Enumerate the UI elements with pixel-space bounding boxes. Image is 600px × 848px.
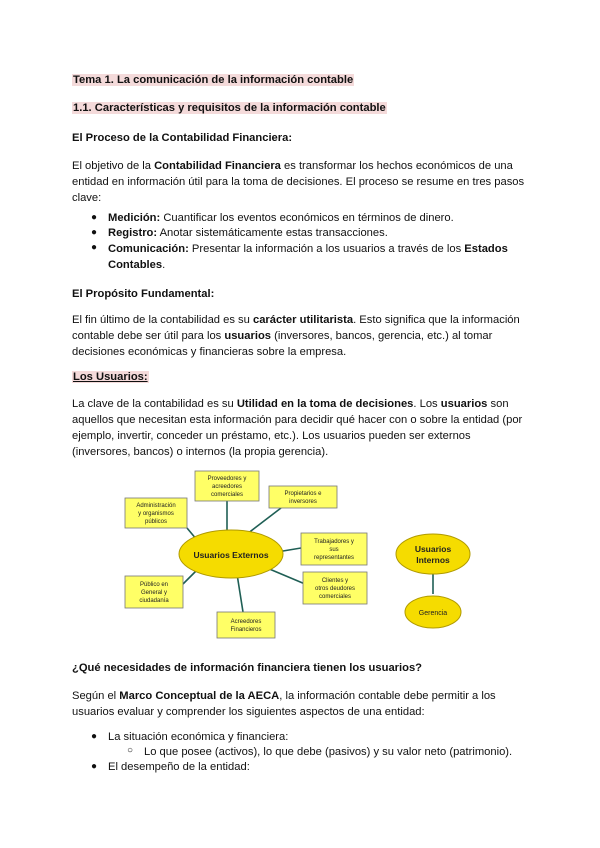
svg-text:Clientes y: Clientes y (321, 578, 349, 584)
list-item: La situación económica y financiera: (108, 731, 289, 743)
svg-text:ciudadanía: ciudadanía (139, 598, 169, 604)
paragraph-proposito: El fin último de la contabilidad es su carácter utilitarista. Esto significa que la información contable debe ser útil para los usuarios (inversores, bancos, gerencia, etc.) al tomar decisiones económicas y financieras sobre la empresa. (72, 314, 520, 358)
bullet-dot: ● (91, 227, 98, 238)
usuarios-internos-label: Usuarios (414, 544, 452, 554)
paragraph-usuarios: La clave de la contabilidad es su Utilidad en la toma de decisiones. Los usuarios son aquellos que necesitan esta información para decidir qué hacer con o sobre la entidad (por ejemplo, invertir, conceder un préstamo, etc.). Los usuarios pueden ser externos (inversores, bancos) o internos (la propia gerencia). (72, 398, 523, 458)
svg-text:General y: General y (140, 590, 168, 596)
usuarios-internos-ellipse (396, 534, 470, 574)
heading-proposito: El Propósito Fundamental: (72, 288, 215, 300)
svg-text:inversores: inversores (289, 499, 317, 505)
box-trabajadores (301, 533, 367, 565)
usuarios-internos-label: Internos (416, 555, 450, 565)
svg-text:Administración: Administración (136, 503, 176, 509)
svg-text:Acreedores: Acreedores (230, 619, 262, 625)
heading-proceso: El Proceso de la Contabilidad Financiera: (72, 132, 293, 144)
svg-text:comerciales: comerciales (318, 594, 352, 600)
gerencia-label: Gerencia (418, 610, 448, 617)
sub-list-item: Lo que posee (activos), lo que debe (pasivos) y su valor neto (patrimonio). (144, 746, 513, 758)
connector (247, 508, 281, 534)
paragraph-proceso: El objetivo de la Contabilidad Financiera es transformar los hechos económicos de una entidad en información útil para la toma de decisiones. El proceso se resume en tres pasos clave: (72, 160, 525, 204)
sub-bullet-circle: ○ (127, 745, 134, 756)
svg-text:y organismos: y organismos (138, 511, 174, 517)
paragraph-necesidades: Según el Marco Conceptual de la AECA, la información contable debe permitir a los usuarios evaluar y comprender los siguientes aspectos de una entidad: (72, 690, 496, 718)
svg-text:sus: sus (329, 547, 339, 553)
connector (237, 574, 243, 612)
svg-text:Propietarios e: Propietarios e (284, 491, 322, 497)
svg-text:acreedores: acreedores (211, 484, 243, 490)
bullet-dot: ● (91, 731, 98, 742)
svg-text:Financieros: Financieros (230, 627, 262, 633)
box-proveedores (195, 471, 259, 501)
list-item: Registro: Anotar sistemáticamente estas transacciones. (108, 227, 388, 239)
box-acreedores (217, 612, 275, 638)
list-item: Comunicación: Presentar la información a los usuarios a través de los Estados Contables. (108, 243, 508, 271)
svg-text:Proveedores y: Proveedores y (207, 476, 247, 482)
usuarios-externos-label: Usuarios Externos (193, 550, 269, 560)
box-publico (125, 576, 183, 608)
svg-text:Trabajadores y: Trabajadores y (314, 539, 354, 545)
svg-text:comerciales: comerciales (210, 492, 244, 498)
usuarios-diagram (115, 466, 475, 646)
list-item: El desempeño de la entidad: (108, 761, 250, 773)
doc-title: Tema 1. La comunicación de la información contable (73, 74, 354, 86)
bullet-dot: ● (91, 212, 98, 223)
svg-text:otros deudores: otros deudores (314, 586, 356, 592)
box-clientes (303, 572, 367, 604)
box-administracion (125, 498, 187, 528)
heading-necesidades: ¿Qué necesidades de información financiera tienen los usuarios? (72, 662, 423, 674)
svg-text:representantes: representantes (313, 555, 355, 561)
bullet-dot: ● (91, 242, 98, 253)
heading-usuarios: Los Usuarios: (73, 371, 148, 383)
connector (267, 568, 305, 584)
section-title: 1.1. Características y requisitos de la información contable (73, 102, 386, 114)
box-propietarios (269, 486, 337, 508)
svg-text:públicos: públicos (144, 519, 168, 525)
svg-text:Público en: Público en (139, 582, 169, 588)
list-item: Medición: Cuantificar los eventos económicos en términos de dinero. (108, 212, 454, 224)
bullet-dot: ● (91, 761, 98, 772)
